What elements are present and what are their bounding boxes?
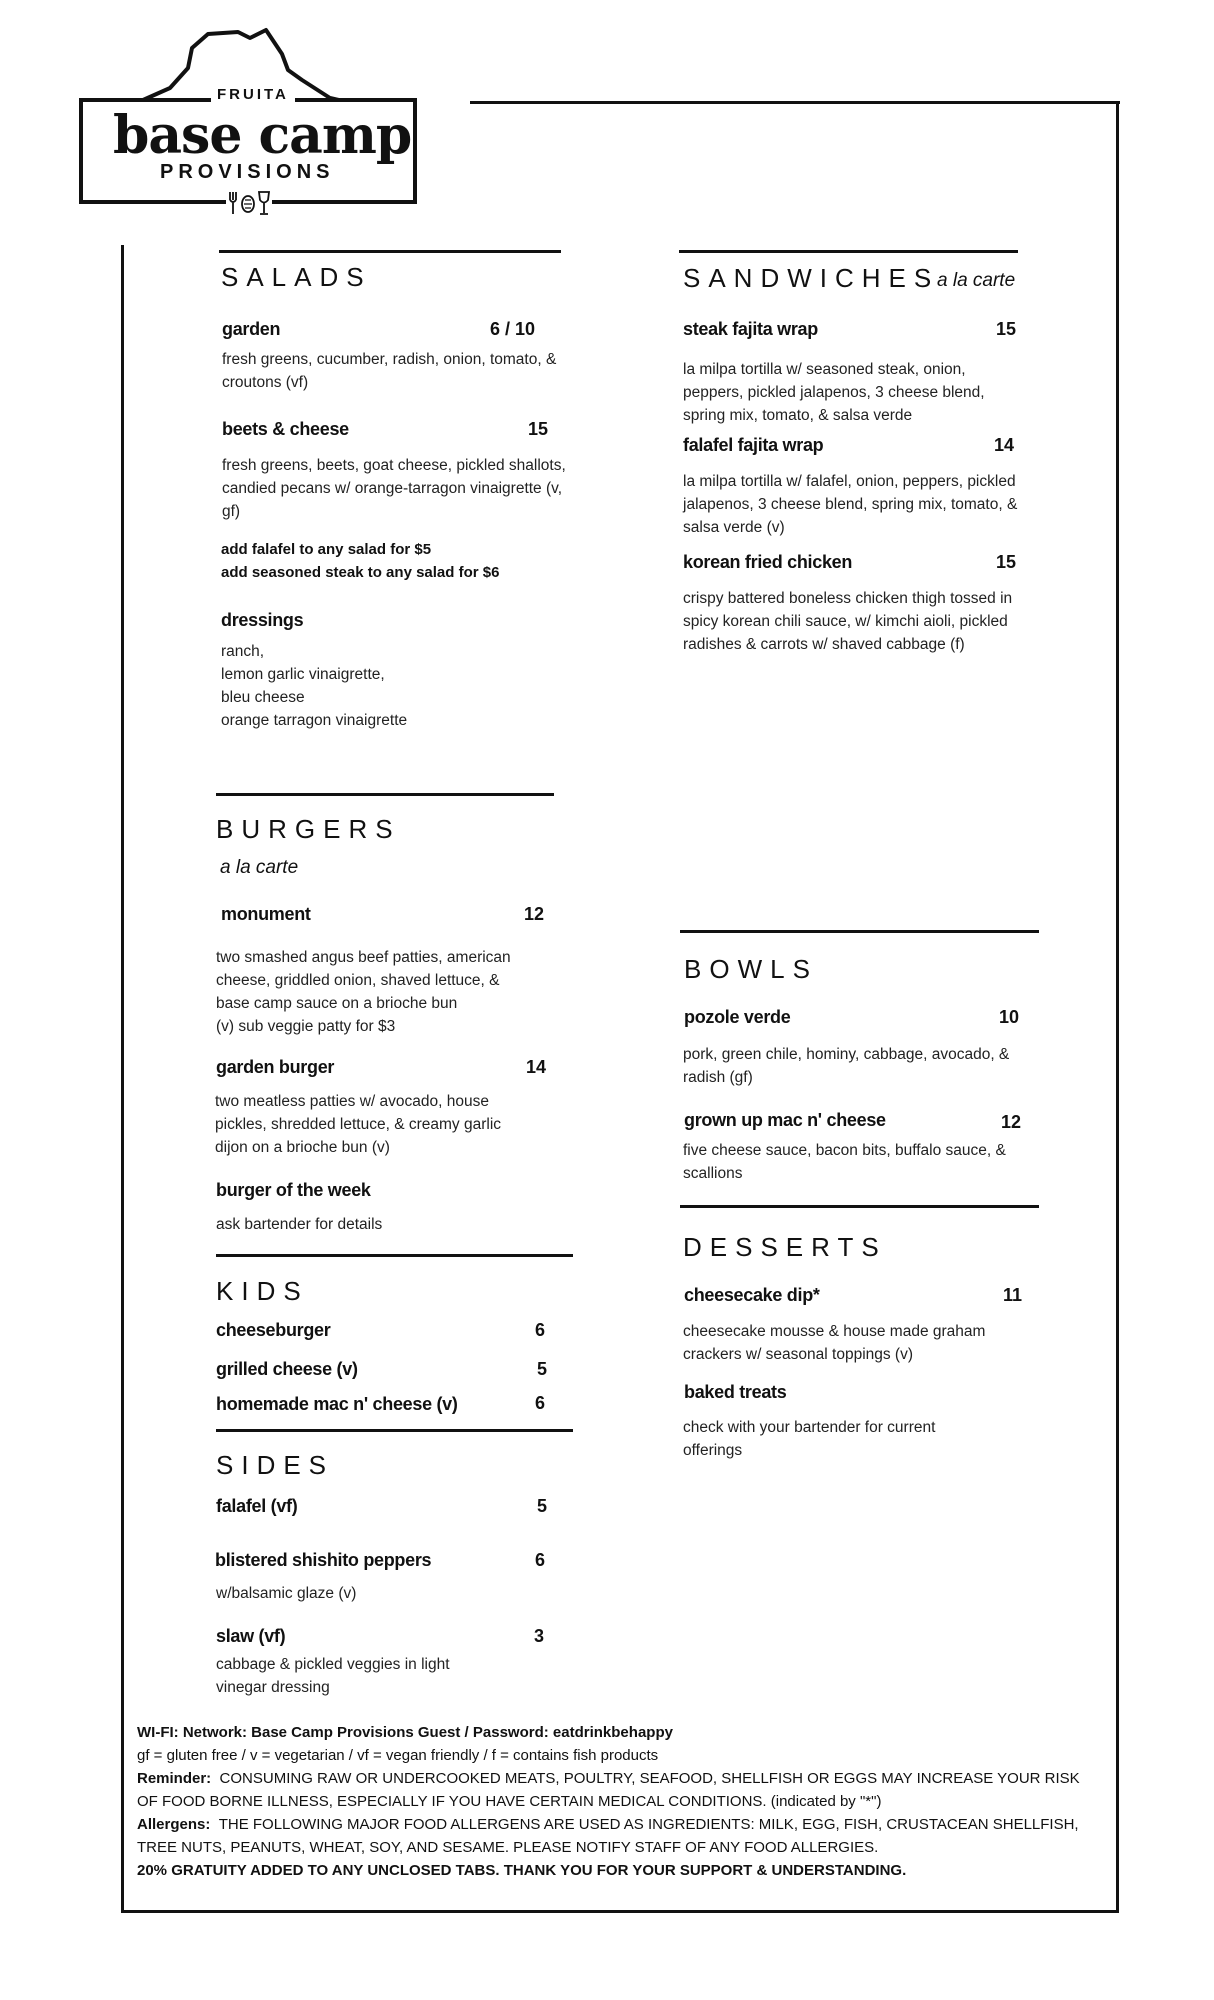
kids-item-price: 6: [535, 1393, 546, 1413]
side-item-desc: w/balsamic glaze (v): [216, 1585, 357, 1602]
dressing-option: lemon garlic vinaigrette,: [221, 666, 385, 683]
desserts-heading: DESSERTS: [683, 1232, 887, 1262]
side-item-desc: cabbage & pickled veggies in light vinegar dressing: [216, 1656, 450, 1696]
kids-item-price: 6: [535, 1320, 546, 1340]
sandwich-item-name: steak fajita wrap: [683, 319, 818, 339]
sandwich-item-price: 15: [996, 552, 1017, 572]
wifi-info: WI-FI: Network: Base Camp Provisions Guest / Password: eatdrinkbehappy: [137, 1724, 673, 1741]
logo-fruita: FRUITA: [211, 86, 295, 103]
side-item-price: 6: [535, 1550, 546, 1570]
allergens-line: [137, 1813, 1097, 1836]
frame-bottom-border: [121, 1910, 1119, 1913]
burger-item-price: 14: [526, 1057, 547, 1077]
kids-item-name: grilled cheese (v): [216, 1359, 358, 1379]
reminder-text: CONSUMING RAW OR UNDERCOOKED MEATS, POULTRY, SEAFOOD, SHELLFISH OR EGGS MAY INCREASE YOUR RISK: [219, 1770, 1080, 1787]
sandwich-item-price: 15: [996, 319, 1017, 339]
kids-rule: [216, 1254, 573, 1257]
dessert-item-desc: cheesecake mousse & house made graham crackers w/ seasonal toppings (v): [683, 1323, 986, 1363]
burger-item-desc: two smashed angus beef patties, american cheese, griddled onion, shaved lettuce, & base camp sauce on a brioche bun: [216, 949, 511, 1012]
sandwiches-rule: [679, 250, 1018, 253]
burger-item-name: monument: [221, 904, 311, 924]
burger-item-extra: (v) sub veggie patty for $3: [216, 1018, 396, 1035]
logo-sub-text: PROVISIONS: [160, 161, 335, 183]
sides-rule: [216, 1429, 573, 1432]
salad-item-desc: fresh greens, beets, goat cheese, pickled shallots, candied pecans w/ orange-tarragon vinaigrette (v, gf): [222, 457, 566, 520]
burger-item-name: burger of the week: [216, 1180, 371, 1200]
reminder-line: [137, 1767, 1097, 1790]
bowl-item-name: grown up mac n' cheese: [684, 1110, 886, 1130]
burger-item-desc: ask bartender for details: [216, 1216, 383, 1233]
dressing-option: ranch,: [221, 643, 265, 660]
sandwiches-heading: SANDWICHES: [683, 263, 940, 293]
burger-item-price: 12: [524, 904, 545, 924]
desserts-rule: [680, 1205, 1039, 1208]
allergens-text: THE FOLLOWING MAJOR FOOD ALLERGENS ARE USED AS INGREDIENTS: MILK, EGG, FISH, CRUSTACEAN SHELLFISH,: [218, 1816, 1079, 1833]
salads-heading: SALADS: [221, 262, 372, 292]
sandwich-item-price: 14: [994, 435, 1015, 455]
burger-item-desc: two meatless patties w/ avocado, house pickles, shredded lettuce, & creamy garlic dijon on a brioche bun (v): [215, 1093, 502, 1156]
bowls-heading: BOWLS: [684, 954, 818, 984]
side-item-price: 3: [534, 1626, 545, 1646]
frame-left-border: [121, 245, 124, 1913]
gratuity-note: 20% GRATUITY ADDED TO ANY UNCLOSED TABS. THANK YOU FOR YOUR SUPPORT & UNDERSTANDING.: [137, 1862, 907, 1879]
salads-rule: [219, 250, 561, 253]
salad-item-desc: fresh greens, cucumber, radish, onion, tomato, & croutons (vf): [222, 351, 557, 391]
utensils-hops-glass-icon: [226, 190, 272, 216]
reminder-label: Reminder:: [137, 1770, 212, 1787]
bowl-item-desc: five cheese sauce, bacon bits, buffalo sauce, & scallions: [683, 1142, 1006, 1182]
salad-item-price: 15: [528, 419, 549, 439]
sandwiches-subtitle: a la carte: [937, 270, 1016, 291]
logo-main-text: base camp: [113, 105, 412, 166]
burgers-subtitle: a la carte: [220, 857, 299, 878]
side-item-name: slaw (vf): [216, 1626, 286, 1646]
burgers-heading: BURGERS: [216, 814, 401, 844]
reminder-text-cont: OF FOOD BORNE ILLNESS, ESPECIALLY IF YOU HAVE CERTAIN MEDICAL CONDITIONS. (indicated by "*"): [137, 1793, 882, 1810]
bowls-rule: [680, 930, 1039, 933]
salad-addon: add falafel to any salad for $5: [221, 541, 432, 558]
side-item-name: falafel (vf): [216, 1496, 298, 1516]
kids-item-name: cheeseburger: [216, 1320, 331, 1340]
diet-legend: gf = gluten free / v = vegetarian / vf = vegan friendly / f = contains fish products: [137, 1747, 659, 1764]
burger-item-name: garden burger: [216, 1057, 335, 1077]
kids-item-price: 5: [537, 1359, 548, 1379]
allergens-text-cont: TREE NUTS, PEANUTS, WHEAT, SOY, AND SESAME. PLEASE NOTIFY STAFF OF ANY FOOD ALLERGIES.: [137, 1839, 879, 1856]
salad-addon: add seasoned steak to any salad for $6: [221, 564, 500, 581]
sandwich-item-desc: la milpa tortilla w/ seasoned steak, onion, peppers, pickled jalapenos, 3 cheese blend, spring mix, tomato, & salsa verde: [683, 361, 985, 424]
sandwich-item-desc: crispy battered boneless chicken thigh tossed in spicy korean chili sauce, w/ kimchi aioli, pickled radishes & carrots w/ shaved cabbage (f): [683, 590, 1013, 653]
salad-item-name: garden: [222, 319, 281, 339]
kids-heading: KIDS: [216, 1276, 309, 1306]
bowl-item-name: pozole verde: [684, 1007, 791, 1027]
bowl-item-price: 12: [1001, 1112, 1022, 1132]
dessert-item-name: baked treats: [684, 1382, 787, 1402]
dessert-item-price: 11: [1003, 1285, 1023, 1305]
dressing-option: orange tarragon vinaigrette: [221, 712, 408, 729]
bowl-item-desc: pork, green chile, hominy, cabbage, avocado, & radish (gf): [683, 1046, 1010, 1086]
frame-top-border: [470, 101, 1120, 104]
dressing-option: bleu cheese: [221, 689, 305, 706]
burgers-rule: [216, 793, 554, 796]
side-item-name: blistered shishito peppers: [215, 1550, 432, 1570]
kids-item-name: homemade mac n' cheese (v): [216, 1394, 458, 1414]
sandwich-item-name: falafel fajita wrap: [683, 435, 824, 455]
bowl-item-price: 10: [999, 1007, 1020, 1027]
dessert-item-desc: check with your bartender for current offerings: [683, 1419, 936, 1459]
sandwich-item-name: korean fried chicken: [683, 552, 853, 572]
sandwich-item-desc: la milpa tortilla w/ falafel, onion, peppers, pickled jalapenos, 3 cheese blend, spring mix, tomato, & salsa verde (v): [683, 473, 1018, 536]
salad-item-price: 6 / 10: [490, 319, 536, 339]
frame-right-border: [1116, 101, 1119, 1913]
side-item-price: 5: [537, 1496, 548, 1516]
sides-heading: SIDES: [216, 1450, 335, 1480]
footer-notes: [137, 1721, 1097, 1882]
allergens-label: Allergens:: [137, 1816, 211, 1833]
dressings-title: dressings: [221, 610, 304, 630]
salad-item-name: beets & cheese: [222, 419, 349, 439]
dessert-item-name: cheesecake dip*: [684, 1285, 820, 1305]
